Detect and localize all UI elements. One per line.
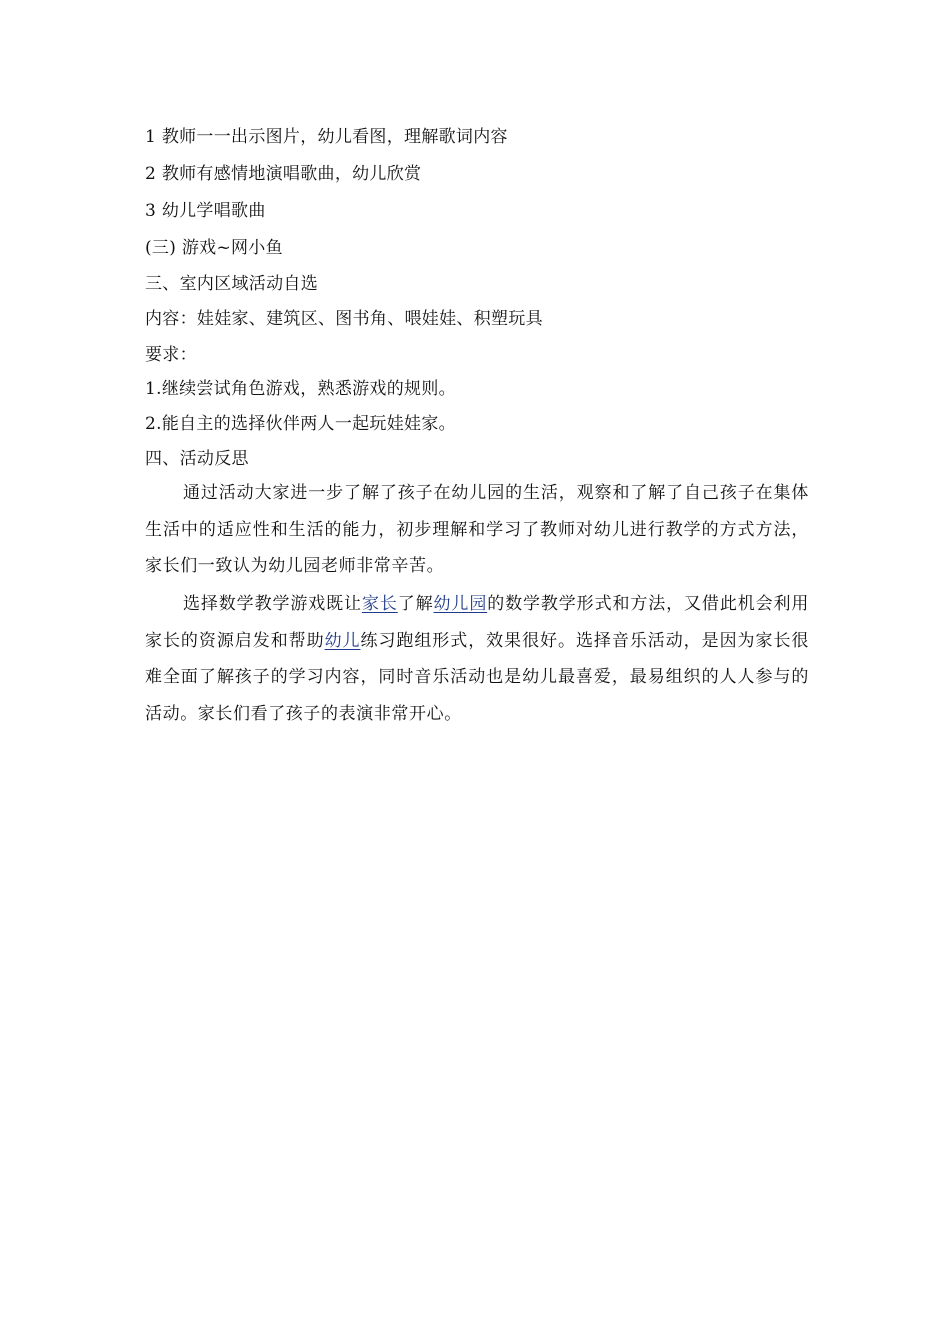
requirements-label: 要求： xyxy=(145,345,197,365)
reflection-paragraph-1: 通过活动大家进一步了解了孩子在幼儿园的生活，观察和了解了自己孩子在集体生活中的适应性和生活的能力，初步理解和学习了教师对幼儿进行教学的方式方法，家长们一致认为幼儿园老师非常辛苦。 xyxy=(145,483,809,576)
para2-text-1: 选择数学教学游戏既让 xyxy=(183,594,362,614)
reflection-paragraph-2 xyxy=(145,586,809,732)
requirement-2: 2.能自主的选择伙伴两人一起玩娃娃家。 xyxy=(145,414,456,434)
parents-link[interactable]: 家长 xyxy=(361,594,398,614)
para2-text-4: 练习跑组形式，效果很好。选择音乐活动，是因为家长很难全面了解孩子的学习内容，同时音乐活动也是幼儿最喜爱，最易组织的人人参与的活动。家长们看了孩子的表演非常开心。 xyxy=(145,630,810,724)
para2-text-2: 了解 xyxy=(397,594,434,614)
step-3-line: 3 幼儿学唱歌曲 xyxy=(145,201,266,221)
para2-text-3: 的数学教学形式和方法，又借此机会利用家长的资源启发和帮助 xyxy=(145,594,810,651)
content-line: 内容：娃娃家、建筑区、图书角、喂娃娃、积塑玩具 xyxy=(145,309,543,329)
section-3-heading: 三、室内区域活动自选 xyxy=(145,274,318,294)
children-link[interactable]: 幼儿 xyxy=(324,630,361,651)
step-1-line: 1 教师一一出示图片，幼儿看图，理解歌词内容 xyxy=(145,127,508,147)
requirement-1: 1.继续尝试角色游戏，熟悉游戏的规则。 xyxy=(145,379,456,399)
kindergarten-link[interactable]: 幼儿园 xyxy=(433,594,488,614)
step-2-line: 2 教师有感情地演唱歌曲，幼儿欣赏 xyxy=(145,164,422,184)
section-4-heading: 四、活动反思 xyxy=(145,449,249,469)
game-heading: (三) 游戏~网小鱼 xyxy=(145,238,283,258)
